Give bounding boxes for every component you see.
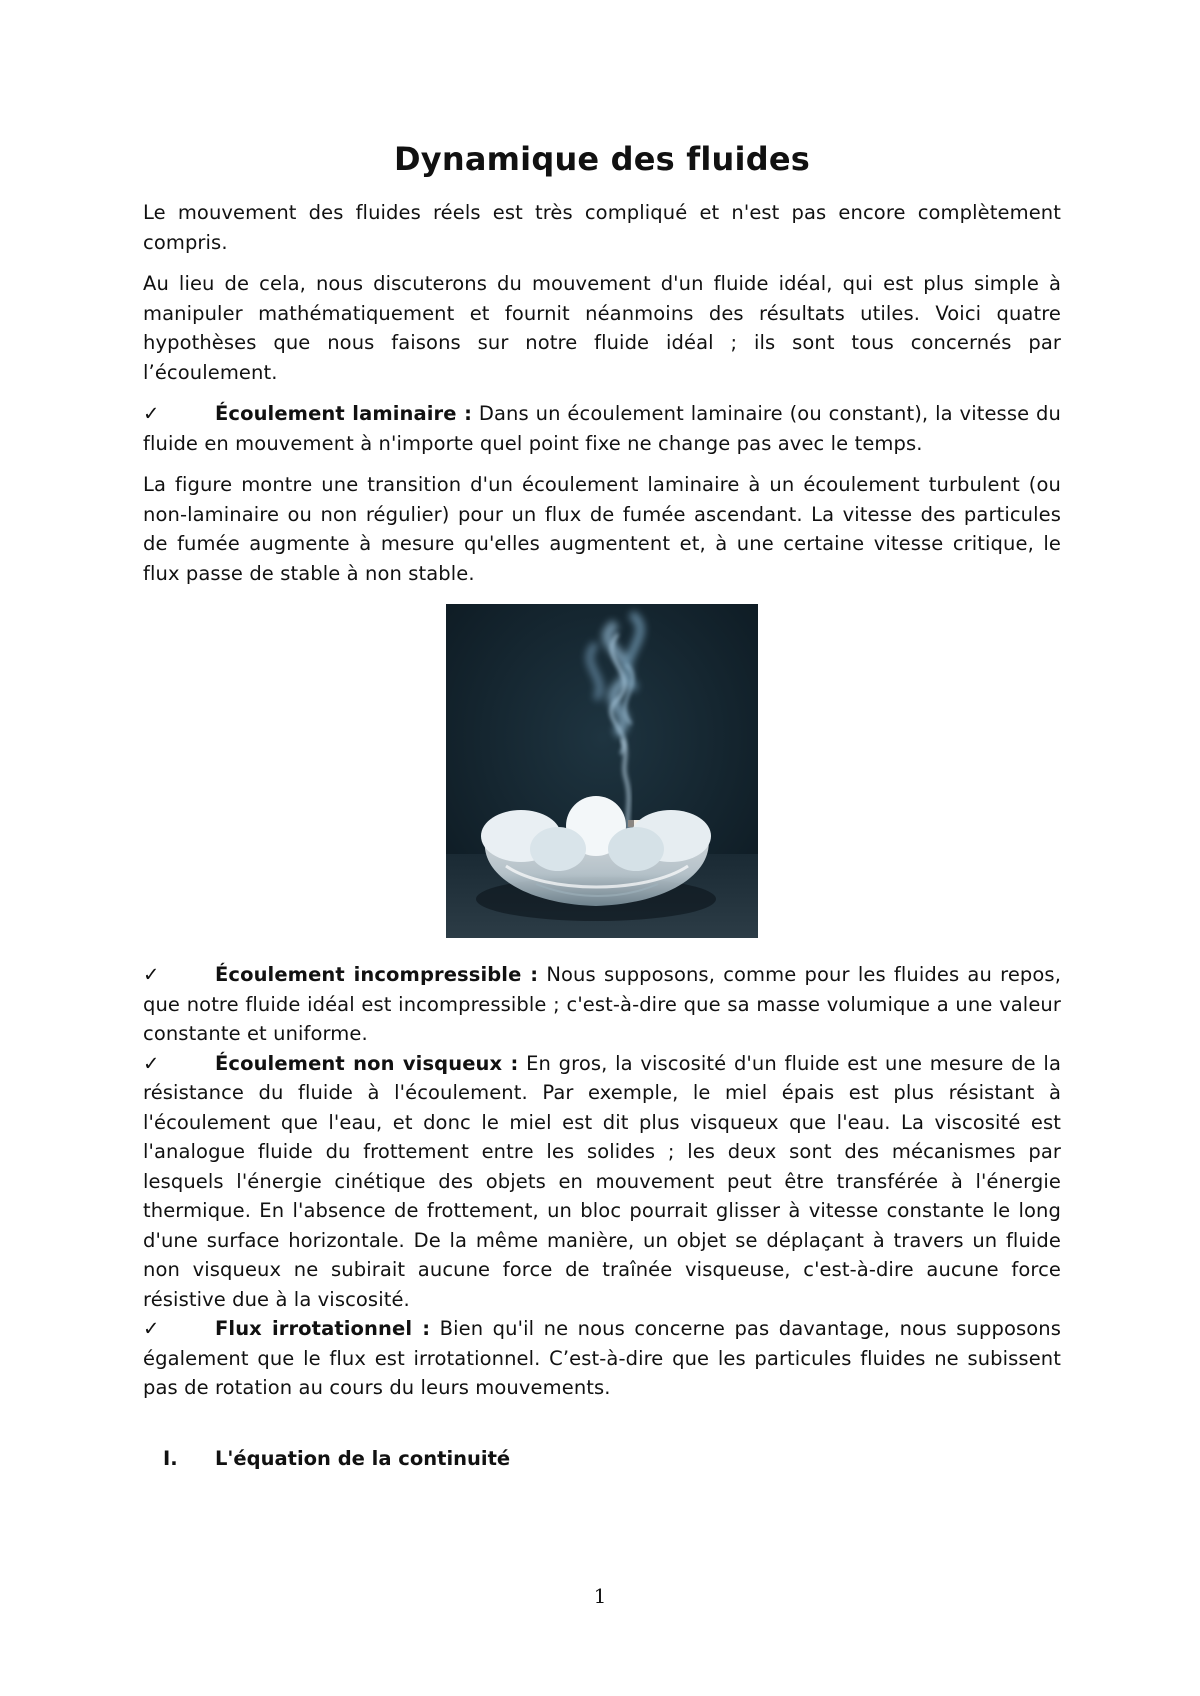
hypothesis-term: Écoulement non visqueux : bbox=[215, 1051, 519, 1075]
hypothesis-nonviscous bbox=[143, 1049, 1061, 1315]
section-heading bbox=[143, 1447, 1061, 1470]
hypothesis-term: Écoulement incompressible : bbox=[215, 963, 539, 986]
hypothesis-incompressible bbox=[143, 960, 1061, 1049]
page-title: Dynamique des fluides bbox=[394, 140, 810, 178]
checkmark-icon: ✓ bbox=[143, 1051, 160, 1075]
ideal-fluid-paragraph: Au lieu de cela, nous discuterons du mouvement d'un fluide idéal, qui est plus simple à manipuler mathématiquement et fournit néanmoins des résultats utiles. Voici quatre hypothèses que nous faisons sur notre fluide idéal ; ils sont tous concernés par l’écoulement. bbox=[143, 272, 1061, 384]
section-number: I. bbox=[163, 1446, 178, 1470]
page-number: 1 bbox=[593, 1584, 607, 1608]
figure-description-paragraph: La figure montre une transition d'un écoulement laminaire à un écoulement turbulent (ou non-laminaire ou non régulier) pour un flux de fumée ascendant. La vitesse des particules de fumée augmente à mesure qu'elles augmentent et, à une certaine vitesse critique, le flux passe de stable à non stable. bbox=[143, 473, 1061, 585]
hypothesis-text: Bien qu'il ne nous concerne pas davantage, nous supposons également que le flux est irrotationnel. C’est-à-dire que les particules fluides ne subissent pas de rotation au cours du leurs mouvements. bbox=[143, 1317, 1061, 1399]
section-title: L'équation de la continuité bbox=[215, 1446, 511, 1470]
page-content bbox=[143, 140, 1061, 1470]
hypothesis-text: En gros, la viscosité d'un fluide est une mesure de la résistance du fluide à l'écoulement. Par exemple, le miel épais est plus résistant à l'écoulement que l'eau, et donc le miel est dit plus visqueux que l'eau. La viscosité est l'analogue fluide du frottement entre les solides ; les deux sont des mécanismes par lesquels l'énergie cinétique des objets en mouvement peut être transférée à l'énergie thermique. En l'absence de frottement, un bloc pourrait glisser à vitesse constante le long d'une surface horizontale. De la même manière, un objet se déplaçant à travers un fluide non visqueux ne subirait aucune force de traînée visqueuse, c'est-à-dire aucune force résistive due à la viscosité. bbox=[143, 1051, 1061, 1311]
hypothesis-term: Écoulement laminaire : bbox=[215, 402, 472, 425]
hypothesis-term: Flux irrotationnel : bbox=[215, 1317, 431, 1340]
hypothesis-irrotational bbox=[143, 1314, 1061, 1403]
checkmark-icon: ✓ bbox=[143, 402, 160, 425]
hypothesis-text: Nous supposons, comme pour les fluides au repos, que notre fluide idéal est incompressible ; c'est-à-dire que sa masse volumique a une valeur constante et uniforme. bbox=[143, 963, 1061, 1045]
smoke-ashtray-illustration bbox=[446, 604, 758, 938]
hypothesis-laminar bbox=[143, 399, 1061, 458]
hypothesis-text: Dans un écoulement laminaire (ou constant), la vitesse du fluide en mouvement à n'importe quel point fixe ne change pas avec le temps. bbox=[143, 402, 1061, 455]
intro-paragraph: Le mouvement des fluides réels est très compliqué et n'est pas encore complètement compris. bbox=[143, 201, 1061, 254]
checkmark-icon: ✓ bbox=[143, 963, 160, 986]
checkmark-icon: ✓ bbox=[143, 1317, 160, 1340]
smoke-ashtray-image bbox=[446, 604, 758, 938]
